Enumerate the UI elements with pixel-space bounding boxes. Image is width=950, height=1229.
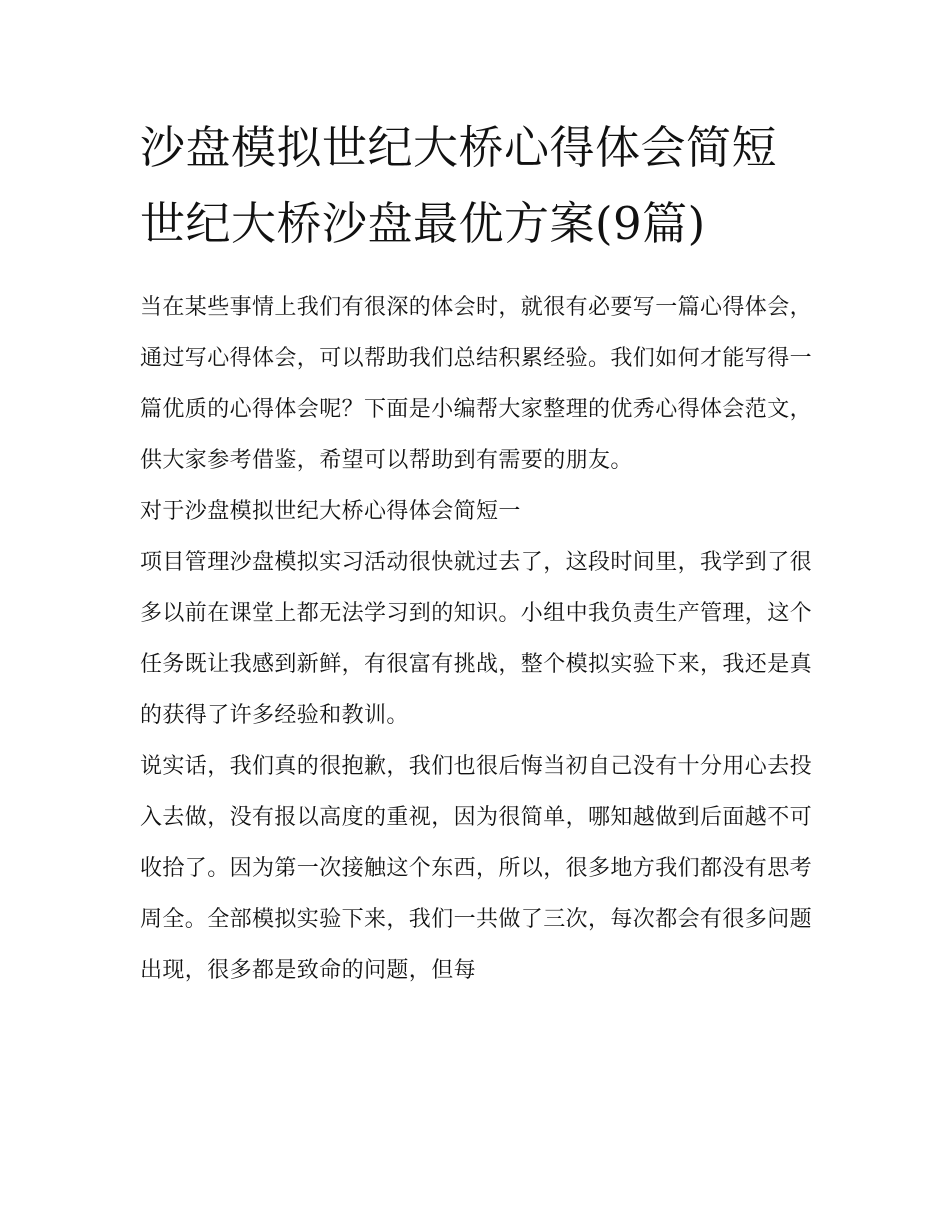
body-paragraph-2: 说实话，我们真的很抱歉，我们也很后悔当初自己没有十分用心去投入去做，没有报以高度的重视，因为很简单，哪知越做到后面越不可收拾了。因为第一次接触这个东西，所以，很多地方我们都没有思考周全。全部模拟实验下来，我们一共做了三次，每次都会有很多问题出现，很多都是致命的问题，但每 (140, 754, 813, 983)
intro-paragraph: 当在某些事情上我们有很深的体会时，就很有必要写一篇心得体会，通过写心得体会，可以帮助我们总结积累经验。我们如何才能写得一篇优质的心得体会呢？下面是小编帮大家整理的优秀心得体会范文，供大家参考借鉴，希望可以帮助到有需要的朋友。 (140, 295, 813, 473)
document-page (140, 110, 812, 996)
body-paragraph-1: 项目管理沙盘模拟实习活动很快就过去了，这段时间里，我学到了很多以前在课堂上都无法学习到的知识。小组中我负责生产管理，这个任务既让我感到新鲜，有很富有挑战，整个模拟实验下来，我还是真的获得了许多经验和教训。 (140, 550, 813, 728)
document-title: 沙盘模拟世纪大桥心得体会简短 世纪大桥沙盘最优方案(9篇) (140, 121, 778, 250)
section-heading: 对于沙盘模拟世纪大桥心得体会简短一 (140, 499, 521, 524)
